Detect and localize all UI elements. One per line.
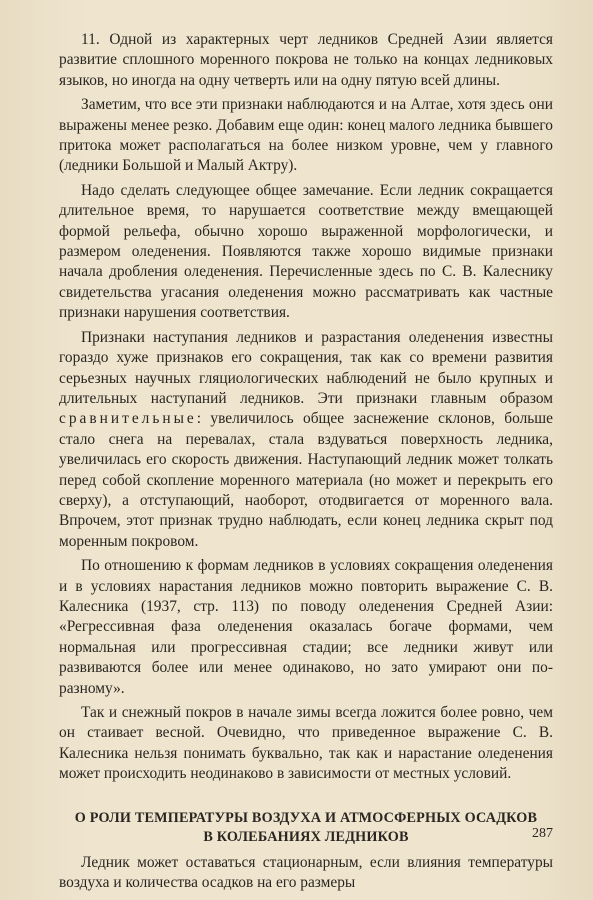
paragraph-1: 11. Одной из характерных черт ледников Средней Азии является развитие сплошного моренного покрова не только на концах ледниковых языков, но иногда на одну четверть или на одну пятую всей длины. <box>59 31 553 89</box>
paragraph-5: По отношению к формам ледников в условиях сокращения оледенения и в условиях нарастания ледников можно повторить выражение С. В. Калесника (1937, стр. 113) по поводу оледенения Средней Азии: «Регрессивная фаза оледенения оказалась богаче формами, чем нормальная или прогрессивная стадии; все ледники живут или развиваются более или менее одинаково, но зато умирают они по-разному». <box>59 557 553 697</box>
paragraph-4-after: : увеличилось общее заснежение склонов, больше стало снега на перевалах, стала вздуваться поверхность ледника, увеличилась его скорость движения. Наступающий ледник может толкать перед собой скопление моренного материала (но может и перекрыть его сверху), а отступающий, наоборот, отодвигается от моренного вала. Впрочем, этот признак трудно наблюдать, если конец ледника скрыт под моренным покровом. <box>59 410 553 550</box>
section-heading-line-2: В КОЛЕБАНИЯХ ЛЕДНИКОВ <box>203 828 409 845</box>
paragraph-7: Ледник может оставаться стационарным, если влияния температуры воздуха и количества осадков на его размеры <box>59 853 553 892</box>
paragraph-2: Заметим, что все эти признаки наблюдаются и на Алтае, хотя здесь они выражены менее резко. Добавим еще один: конец малого ледника бывшего притока может располагаться на более низком уровне, чем у главного (ледники Большой и Малый Актру). <box>59 96 553 175</box>
paragraph-4-before: Признаки наступания ледников и разрастания оледенения известны гораздо хуже признаков его сокращения, так как со времени развития серьезных научных гляциологических наблюдений не было крупных и длительных наступаний ледников. Эти признаки главным образом <box>59 328 553 407</box>
section-heading <box>59 809 553 847</box>
section-heading-line-1: О РОЛИ ТЕМПЕРАТУРЫ ВОЗДУХА И АТМОСФЕРНЫХ ОСАДКОВ <box>74 809 538 826</box>
paragraph-6: Так и снежный покров в начале зимы всегда ложится более ровно, чем он стаивает весной. Очевидно, что приведенное выражение С. В. Калесника нельзя понимать буквально, так как и нарастание оледенения может происходить неодинаково в зависимости от местных условий. <box>59 704 553 783</box>
page-number: 287 <box>532 826 553 841</box>
paragraph-4 <box>59 328 553 552</box>
paragraph-3: Надо сделать следующее общее замечание. Если ледник сокращается длительное время, то нарушается соответствие между вмещающей формой рельефа, обычно хорошо выраженной морфологически, и размером оледенения. Появляются также хорошо видимые признаки начала дробления оледенения. Перечисленные здесь по С. В. Калеснику свидетельства угасания оледенения можно рассматривать как частные признаки нарушения соответствия. <box>59 181 553 322</box>
spaced-emphasis-word: сравнительные <box>59 410 197 428</box>
